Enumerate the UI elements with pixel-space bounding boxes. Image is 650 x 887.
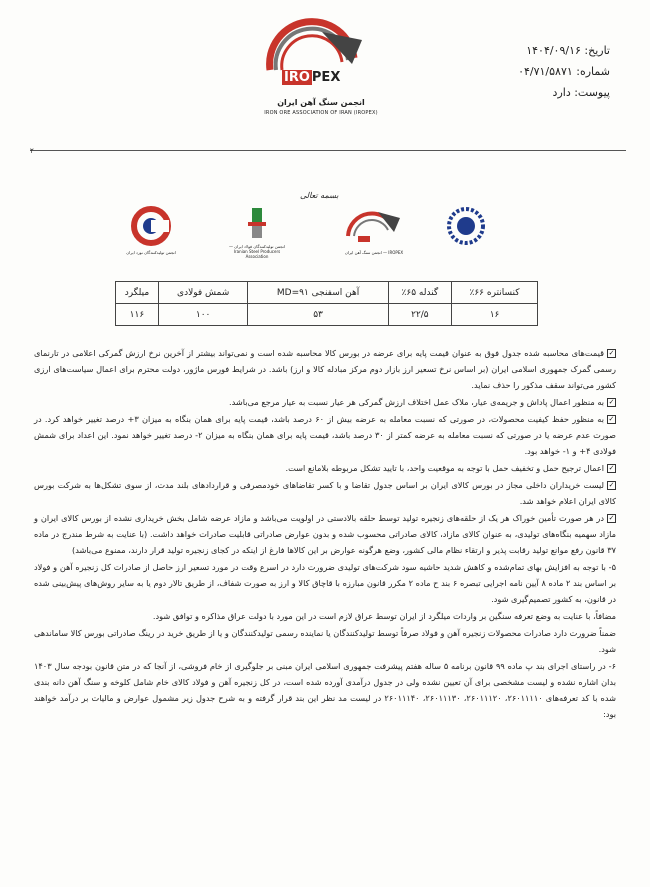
table-cell: ۱۱۶ [116,304,159,326]
checkbox-icon: ✓ [608,514,615,522]
steel-rolling-logo: انجمن تولیدکنندگان نورد ایران [120,206,182,255]
paragraph: ✓در هر صورت تأمین خوراک هر یک از حلقه‌های زنجیره تولید توسط حلقه بالادستی در اولویت می‌باشد و مازاد عرضه شامل بخش خریداری نشده از بورس کالای ایران و مازاد سهمیه بنگاه‌های تولیدی، به عنوان کالای مازاد، کالای صادراتی محسوب شده و بدون عوارض صادراتی قابلیت صادرات خواهد داشت. (با عنایت به شرط مندرج در ماده ۳۷ قانون رفع موانع تولید رقابت پذیر و ارتقاء نظام مالی کشور، وضع هرگونه عوارض بر این کالاها فارغ از اینکه در کجای زنجیره تولید قرار دارند، ممنوع می‌باشد) [34,513,616,555]
chamber-of-commerce-logo [440,206,492,250]
table-header-cell: کنسانتره ۶۶٪ [452,282,538,304]
table-cell: ۱۰۰ [158,304,248,326]
table-header-cell: میلگرد [116,282,159,304]
table-header-cell: شمش فولادی [158,282,248,304]
letter-body [34,345,616,723]
letter-date: تاریخ: ۱۴۰۴/۰۹/۱۶ [526,44,610,57]
logo-persian-name: انجمن سنگ آهن ایران [277,98,365,107]
paragraph: ✓قیمت‌های محاسبه شده جدول فوق به عنوان قیمت پایه برای عرضه در بورس کالا محاسبه شده است و نمی‌تواند بیشتر از آخرین نرخ ارزش گمرکی اعلامی در تارنمای رسمی گمرک جمهوری اسلامی ایران (بر اساس نرخ تسعیر ارز بازار دوم مرکز مبادله کالا و ارز) باشد. در شرایط فورس ماژور، دولت محترم برای اعمال سیاست‌های ارزی کشور می‌تواند سقف مذکور را حذف نماید. [34,348,616,390]
paragraph: ۶- در راستای اجرای بند پ ماده ۹۹ قانون برنامه ۵ ساله هفتم پیشرفت جمهوری اسلامی ایران مبنی بر جلوگیری از خام فروشی، از آنجا که در متن قانون بودجه سال ۱۴۰۳ بدان اشاره نشده و لیست مشخصی برای آن تعیین نشده ولی در جدول درآمدی آورده شده است، در کل زنجیره آهن و فولاد کالای خام شامل کلوخه و سنگ آهن دانه بندی شده با کد تعرفه‌های ۲۶۰۱۱۱۱۰، ۲۶۰۱۱۱۲۰، ۲۶۰۱۱۱۳۰، ۲۶۰۱۱۱۴۰ در لیست مد نظر این بند قرار گرفته و به شرح جدول زیر مشمول عوارض و مالیات بر درآمد خواهند بود: [34,661,617,719]
iropex-small-logo: IROPEX — انجمن سنگ آهن ایران [338,206,410,255]
paragraph: ✓اعمال ترجیح حمل و تخفیف حمل با توجه به موقعیت واحد، با تایید تشکل مربوطه بلامانع است. [285,463,615,473]
page-marker: ۲ [30,147,34,155]
paragraph: ضمناً ضرورت دارد صادرات محصولات زنجیره آهن و فولاد صرفاً توسط تولیدکنندگان یا نماینده رسمی تولیدکنندگان و یا از طریق خرید در رینگ صادراتی بورس کالا ساماندهی شود. [34,628,616,654]
steel-producers-logo: انجمن تولیدکنندگان فولاد ایران — Iranian Steel Producers Association [226,206,288,259]
logo-english-name: IRON ORE ASSOCIATION OF IRAN (IROPEX) [264,110,378,116]
iropex-wordmark: IRO PEX [284,70,341,85]
table-row [116,304,538,326]
bismillah: بسمه تعالی [300,191,339,200]
iropex-small-icon [344,206,404,246]
paragraph: مضافاً، با عنایت به وضع تعرفه سنگین بر واردات میلگرد از ایران توسط عراق لازم است در این مورد با دولت عراق مذاکره و توافق شود. [152,611,616,621]
iropex-logo [262,18,380,116]
steel-producers-icon [243,206,271,240]
table-header-cell: گندله ۶۵٪ [388,282,451,304]
checkbox-icon: ✓ [608,349,615,357]
letter-attachment: پیوست: دارد [552,86,610,99]
paragraph: ۵- با توجه به افزایش بهای تمام‌شده و کاهش شدید حاشیه سود شرکت‌های تولیدی ضرورت دارد در اسرع وقت در مورد تسعیر ارز حاصل از صادرات کل زنجیره آهن و فولاد بر اساس بند ۲ ماده ۸ آیین نامه اجرایی تبصره ۶ بند ح ماده ۲ مکرر قانون مبارزه با قاچاق کالا و ارز به صورت شفاف، از طریق تالار دوم یا به سایر روش‌های پیش‌بینی شده در قانون، به کشور تصمیم‌گیری شود. [34,562,616,604]
header-divider [30,150,626,151]
price-table [115,281,538,326]
chamber-emblem-icon [446,206,486,246]
table-cell: ۱۶ [452,304,538,326]
table-header-row [116,282,538,304]
paragraph: ✓به منظور اعمال پاداش و جریمه‌ی عیار، ملاک عمل اختلاف ارزش گمرکی هر عیار نسبت به عیار مرجع می‌باشد. [228,397,615,407]
table-cell: ۲۲/۵ [388,304,451,326]
table-header-cell: آهن اسفنجی MD=۹۱ [248,282,388,304]
checkbox-icon: ✓ [608,481,615,489]
letter-meta [518,40,610,103]
partner-logos [0,206,650,268]
checkbox-icon: ✓ [608,464,615,472]
paragraph: ✓به منظور حفظ کیفیت محصولات، در صورتی که نسبت معامله به عرضه بیش از ۶۰ درصد باشد، قیمت پایه برای همان بنگاه به میزان ۳+ درصد تغییر خواهد کرد. در صورت عدم عرضه یا در صورتی که نسبت معامله به عرضه کمتر از ۳۰ درصد باشد، قیمت پایه برای همان بنگاه به میزان ۲- درصد تغییر خواهد نمود. این اعداد برای شمش فولادی ۴+ و ۱- خواهد بود. [34,414,616,456]
steel-rolling-icon [131,206,171,246]
table-cell: ۵۳ [248,304,388,326]
checkbox-icon: ✓ [608,415,615,423]
checkbox-icon: ✓ [608,398,615,406]
paragraph: ✓لیست خریداران داخلی مجاز در بورس کالای ایران بر اساس جدول تقاضا و با کسر تقاضاهای خودمصرفی و قراردادهای بلند مدت، از سوی تشکل‌ها به شرکت بورس کالای ایران اعلام خواهد شد. [34,480,616,506]
letter-number: شماره: ۰۴/۷۱/۵۸۷۱ [518,65,610,78]
